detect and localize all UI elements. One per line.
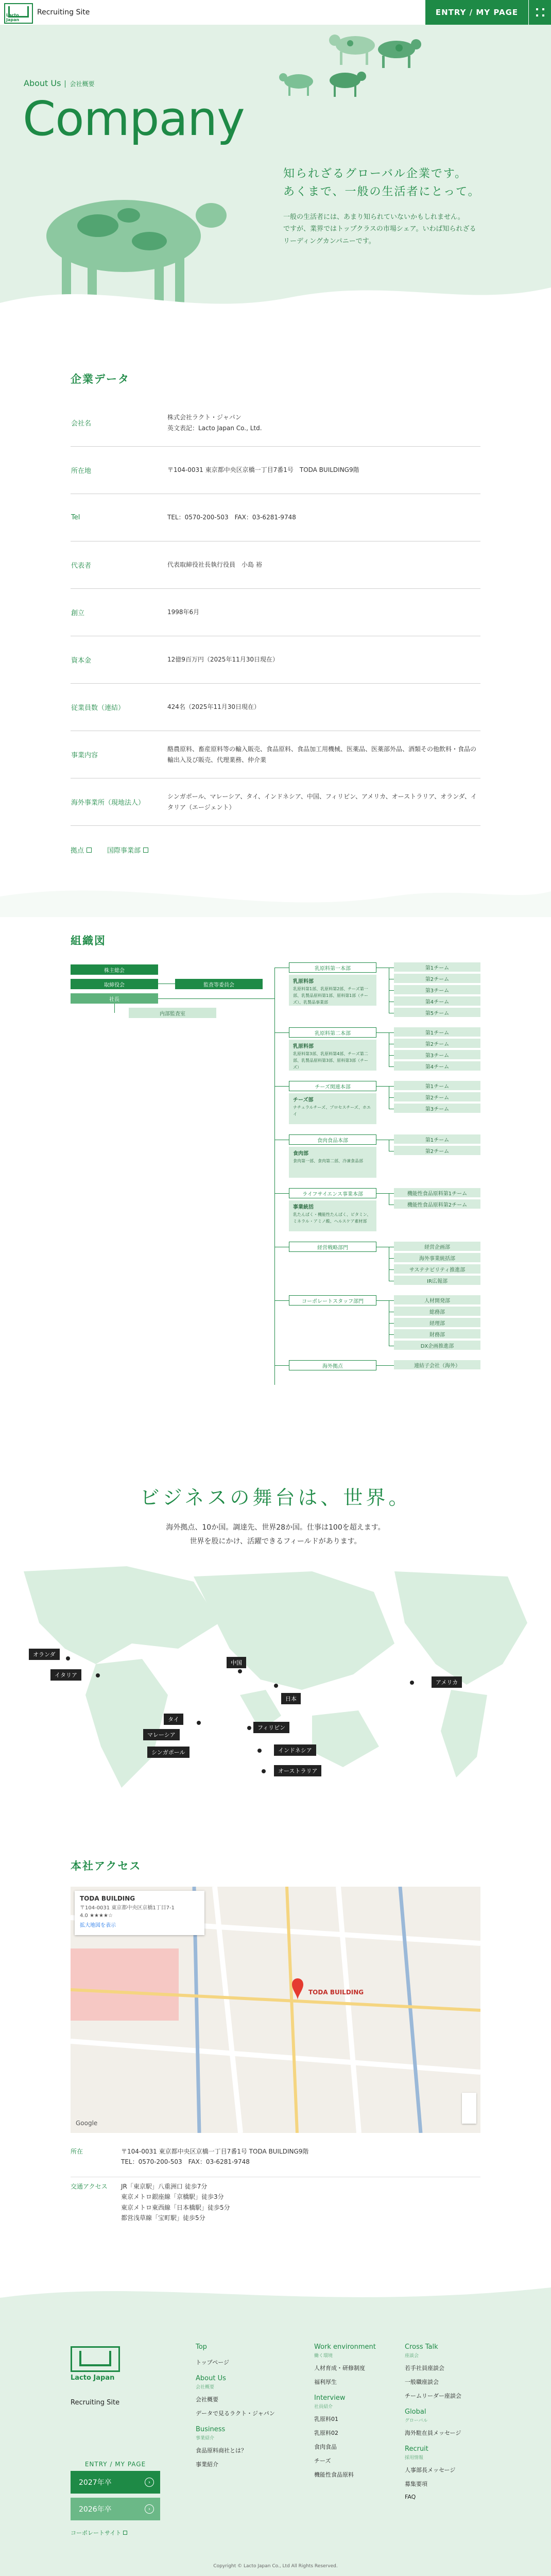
org-division-detail-body: 食肉第一部、食肉第二部、冷凍食品部 — [293, 1159, 363, 1163]
org-team: 第3チーム — [394, 1050, 480, 1059]
map-place-name: TODA BUILDING — [80, 1895, 135, 1902]
map-pin-icon — [274, 1684, 278, 1688]
address-row — [71, 2142, 480, 2177]
transit-value — [121, 2181, 230, 2224]
footer-logo-inner — [79, 2351, 111, 2366]
footer-nav-group — [196, 2426, 275, 2468]
org-connector — [376, 1032, 389, 1033]
site-footer — [0, 2302, 551, 2576]
location-philippines: フィリピン — [253, 1722, 289, 1733]
org-connector — [389, 1193, 394, 1194]
footer-nav-link[interactable]: 事業紹介 — [196, 2461, 218, 2468]
location-china: 中国 — [227, 1657, 246, 1668]
breadcrumb — [24, 78, 94, 88]
transit-row — [71, 2177, 480, 2233]
org-division-detail-head: チーズ部 — [293, 1097, 314, 1103]
company-data-row — [71, 399, 480, 447]
access-details — [71, 2142, 480, 2232]
org-connector — [389, 1066, 394, 1067]
location-italy: イタリア — [50, 1669, 81, 1681]
company-data-label: 従業員数（連結） — [71, 704, 125, 712]
intl-division-link-label: 国際事業部 — [107, 847, 141, 855]
footer-nav-subheading: 働く環境 — [314, 2353, 333, 2359]
org-team: 第3チーム — [394, 985, 480, 994]
section-divider-wave — [0, 876, 551, 917]
footer-nav-link[interactable]: 海外駐在員メッセージ — [405, 2430, 461, 2436]
footer-nav-group — [196, 2375, 275, 2417]
corporate-site-label: コーポレートサイト — [71, 2530, 122, 2536]
location-indonesia: インドネシア — [274, 1744, 316, 1756]
org-team: 連結子会社（海外） — [394, 1360, 480, 1369]
breadcrumb-jp: 会社概要 — [70, 80, 95, 88]
transit-line: 東京メトロ銀座線「京橋駅」徒歩3分 — [121, 2193, 224, 2201]
footer-nav-subheading: 事業紹介 — [196, 2436, 215, 2441]
site-name[interactable]: Recruiting Site — [37, 8, 90, 16]
company-data-value — [167, 465, 480, 475]
footer-nav-group — [314, 2394, 376, 2479]
menu-button[interactable] — [528, 0, 551, 25]
corporate-site-link[interactable] — [71, 2529, 127, 2537]
org-connector — [376, 1193, 389, 1194]
footer-nav-group — [405, 2445, 461, 2500]
footer-nav-link[interactable]: データで見るラクト・ジャパン — [196, 2410, 275, 2417]
org-team: 総務部 — [394, 1307, 480, 1316]
transit-label: 交通アクセス — [71, 2182, 108, 2190]
org-division-detail-body: ナチュラルチーズ、プロセスチーズ、ホエイ — [293, 1105, 371, 1116]
footer-nav-heading[interactable]: Interview — [314, 2394, 346, 2402]
company-data-value-line: 12億9百万円（2025年11月30日現在） — [167, 656, 279, 664]
org-team: 第1チーム — [394, 1027, 480, 1037]
address-label: 所在 — [71, 2148, 83, 2155]
company-data-value — [167, 702, 480, 712]
footer-nav-col-1 — [196, 2343, 275, 2477]
company-data-label: 創立 — [71, 609, 85, 617]
org-division: コーポレートスタッフ部門 — [289, 1295, 376, 1306]
org-division-detail-head: 乳原料部 — [293, 979, 314, 985]
org-connector — [389, 990, 394, 991]
company-data-label: 会社名 — [71, 420, 92, 428]
hero-lead — [283, 165, 480, 201]
org-connector — [389, 1334, 394, 1335]
footer-nav-col-3 — [405, 2343, 461, 2509]
company-data-value-line: シンガポール、マレーシア、タイ、インドネシア、中国、フィリピン、アメリカ、オーストラリア、オランダ、イタリア（エージェント） — [167, 793, 477, 811]
company-data-value — [167, 791, 480, 812]
footer-nav-group — [196, 2343, 275, 2366]
world-map — [24, 1561, 527, 1819]
bases-link-label: 拠点 — [71, 847, 84, 855]
org-team: 財務部 — [394, 1329, 480, 1338]
org-connector — [376, 1086, 389, 1087]
company-data-value — [167, 654, 480, 665]
company-data-row — [71, 447, 480, 494]
location-malaysia: マレーシア — [143, 1729, 180, 1740]
access-title: 本社アクセス — [71, 1860, 142, 1872]
org-connector — [376, 1365, 389, 1366]
footer-logo-text: Lacto Japan — [71, 2374, 115, 2382]
map-rating: 4.0 ★★★★☆ — [80, 1913, 113, 1919]
org-node-top: 取締役会 — [71, 979, 158, 989]
org-division-detail-body: 乳たんぱく・機能性たんぱく、ビタミン、ミネラル・アミノ酸、ヘルスケア素材部 — [293, 1212, 371, 1224]
company-data-value-line: TEL：0570-200-503 FAX：03-6281-9748 — [167, 514, 296, 521]
org-connector — [389, 1258, 394, 1259]
org-division-detail — [289, 975, 376, 1006]
org-connector — [389, 1323, 394, 1324]
world-title: ビジネスの舞台は、世界。 — [140, 1486, 411, 1509]
footer-nav-link[interactable]: 福利厚生 — [314, 2379, 337, 2385]
company-data-value — [167, 744, 480, 765]
footer-nav-link[interactable]: 乳原料02 — [314, 2430, 338, 2436]
map-enlarge-link[interactable]: 拡大地図を表示 — [80, 1923, 116, 1928]
footer-nav-link[interactable]: チームリーダー座談会 — [405, 2393, 461, 2399]
org-team: 第1チーム — [394, 1134, 480, 1144]
menu-dot-icon — [542, 8, 544, 10]
company-data-value — [167, 412, 480, 433]
footer-nav-link[interactable]: 人事部長メッセージ — [405, 2467, 456, 2473]
map-pin-icon — [238, 1669, 242, 1673]
external-link-icon — [87, 848, 92, 853]
org-team: 機能性食品原料第1チーム — [394, 1188, 480, 1197]
org-connector — [274, 968, 275, 1385]
footer-nav-subheading: 座談会 — [405, 2353, 419, 2359]
org-division: 食肉食品本部 — [289, 1134, 376, 1145]
org-connector — [274, 1365, 289, 1366]
footer-nav-link[interactable]: トップページ — [196, 2359, 230, 2366]
company-data-row — [71, 731, 480, 778]
site-header — [0, 0, 551, 25]
world-subtitle-line: 世界を股にかけ、活躍できるフィールドがあります。 — [190, 1537, 361, 1546]
footer-nav-heading[interactable]: Top — [196, 2343, 207, 2351]
company-data-value-line: 1998年6月 — [167, 608, 200, 616]
org-connector — [389, 1055, 394, 1056]
footer-entry-label: ENTRY / MY PAGE — [84, 2461, 146, 2468]
org-team: 人材開発部 — [394, 1295, 480, 1304]
org-node-top: 社長 — [71, 993, 158, 1004]
hero-body-line: リーディングカンパニーです。 — [283, 237, 375, 245]
company-data-value — [167, 607, 480, 617]
company-data-title: 企業データ — [71, 373, 130, 385]
org-connector — [274, 1032, 289, 1033]
footer-nav-link[interactable]: チーズ — [314, 2458, 331, 2464]
company-data-row — [71, 778, 480, 826]
menu-dot-icon — [536, 8, 538, 10]
org-division-detail — [289, 1040, 376, 1071]
footer-nav-spacer — [196, 2352, 275, 2353]
footer-nav-group — [314, 2343, 376, 2386]
map-pin-icon — [247, 1726, 251, 1730]
company-data-value-line: 424名（2025年11月30日現在） — [167, 703, 260, 711]
world-subtitle-line: 海外拠点、10か国。調達先、世界28か国。仕事は100を超えます。 — [166, 1523, 385, 1532]
entry-mypage-button[interactable]: ENTRY / MY PAGE — [425, 0, 528, 25]
org-node-top: 監査等委員会 — [175, 979, 263, 989]
footer-nav-link[interactable]: 若手社員座談会 — [405, 2365, 444, 2371]
map-info-card — [75, 1891, 204, 1935]
org-division-detail-body: 乳原料第3部、乳原料第4部、チーズ第二部、乳製品原料第3部、原料第3部（チーズ） — [293, 1052, 369, 1070]
org-division: ライフサイエンス事業本部 — [289, 1188, 376, 1198]
org-team: DX企画推進部 — [394, 1341, 480, 1350]
org-connector — [158, 998, 274, 999]
menu-dot-icon — [536, 14, 538, 16]
footer-nav-subheading: 会社概要 — [196, 2385, 215, 2390]
footer-nav-heading[interactable]: Cross Talk — [405, 2343, 438, 2351]
address-line: 〒104-0031 東京都中央区京橋一丁目7番1号 TODA BUILDING9階 — [121, 2148, 309, 2155]
arrow-right-icon: › — [145, 2504, 154, 2514]
org-connector — [389, 1032, 394, 1033]
org-chart — [0, 958, 551, 1417]
company-data-label: 資本金 — [71, 657, 92, 665]
footer-nav-col-2 — [314, 2343, 376, 2487]
arrow-right-icon: › — [145, 2478, 154, 2487]
company-data-value — [167, 560, 480, 570]
location-australia: オーストラリア — [274, 1765, 321, 1776]
org-chart-title: 組織図 — [71, 935, 106, 947]
company-data-label: 代表者 — [71, 562, 92, 570]
company-logo[interactable] — [4, 3, 33, 24]
org-team: 第1チーム — [394, 1081, 480, 1090]
company-data-value-line: 英文表記：Lacto Japan Co., Ltd. — [167, 424, 262, 432]
footer-nav-subheading: グローバル — [405, 2418, 428, 2424]
company-links — [71, 845, 148, 855]
company-data-value — [167, 512, 480, 522]
footer-nav-link[interactable]: FAQ — [405, 2494, 416, 2500]
org-division: 海外拠点 — [289, 1360, 376, 1370]
company-data-label: 所在地 — [71, 467, 92, 475]
footer-nav-link[interactable]: 乳原料01 — [314, 2416, 338, 2422]
map-pin-icon — [410, 1681, 414, 1685]
footer-nav-group — [405, 2408, 461, 2437]
company-data-value-line: 代表取締役社長執行役員 小島 裕 — [167, 561, 262, 569]
company-data-value-line: 株式会社ラクト・ジャパン — [167, 414, 242, 421]
map-pin-icon — [197, 1721, 201, 1725]
org-node-top: 内部監査室 — [129, 1008, 216, 1018]
org-connector — [389, 1300, 394, 1301]
map-credit: Google — [76, 2120, 98, 2127]
footer-nav-link[interactable]: 一般職座談会 — [405, 2379, 439, 2385]
footer-nav-link[interactable]: 会社概要 — [196, 2396, 218, 2403]
company-data-label: Tel — [71, 514, 80, 521]
org-team: 経理部 — [394, 1318, 480, 1327]
map-pin-icon — [262, 1769, 266, 1773]
map-pin-icon — [257, 1749, 262, 1753]
org-team: 第4チーム — [394, 996, 480, 1006]
footer-nav-link[interactable]: 食品原料商社とは？ — [196, 2447, 247, 2454]
transit-line: 都営浅草線「宝町駅」徒歩5分 — [121, 2214, 205, 2222]
footer-logo[interactable] — [71, 2346, 120, 2387]
copyright: Copyright © Lacto Japan Co., Ltd All Rights Reserved. — [213, 2564, 338, 2569]
org-division-detail-head: 乳原料部 — [293, 1044, 314, 1049]
breadcrumb-en[interactable]: About Us — [24, 78, 61, 88]
external-link-icon — [143, 848, 148, 853]
company-data-value-line: 〒104-0031 東京都中央区京橋一丁目7番1号 TODA BUILDING9階 — [167, 466, 359, 474]
footer-nav-subheading: 採用情報 — [405, 2455, 424, 2461]
footer-nav-link[interactable]: 食肉食品 — [314, 2444, 337, 2450]
external-link-icon — [123, 2531, 127, 2535]
org-connector — [389, 1269, 394, 1270]
org-connector — [274, 1193, 289, 1194]
bases-link[interactable] — [71, 845, 92, 855]
org-team: IR広報部 — [394, 1276, 480, 1285]
org-connector — [274, 1300, 289, 1301]
entry-2026-label: 2026年卒 — [79, 2505, 112, 2514]
org-division-detail — [289, 1093, 376, 1124]
org-division-detail — [289, 1200, 376, 1231]
entry-2026-button[interactable] — [71, 2498, 160, 2520]
org-node-top: 株主総会 — [71, 964, 158, 975]
org-team: 第2チーム — [394, 974, 480, 983]
company-data-row — [71, 636, 480, 684]
page-title: Company — [23, 91, 245, 146]
org-team: 第1チーム — [394, 962, 480, 972]
map-pin-icon — [66, 1656, 70, 1660]
footer-site-name: Recruiting Site — [71, 2399, 120, 2406]
hero-body — [283, 211, 520, 247]
org-connector — [376, 1300, 389, 1301]
hero-section — [0, 25, 551, 313]
org-team: 海外事業統括部 — [394, 1253, 480, 1262]
org-division: 経営戦略部門 — [289, 1242, 376, 1252]
world-subtitle — [0, 1521, 551, 1548]
intl-division-link[interactable] — [107, 845, 148, 855]
map-zoom-control[interactable] — [462, 2093, 476, 2124]
org-team: 機能性食品原料第2チーム — [394, 1199, 480, 1209]
location-netherlands: オランダ — [29, 1649, 60, 1660]
footer-nav-heading[interactable]: Business — [196, 2426, 226, 2433]
footer-nav-link[interactable]: 募集要項 — [405, 2481, 427, 2487]
org-division-detail-body: 乳原料第1部、乳原料第2部、チーズ第一部、乳製品原料第1部、原料第1部（チーズ）、乳製品事業部 — [293, 987, 369, 1005]
address-value — [121, 2146, 308, 2167]
google-map[interactable] — [71, 1887, 480, 2133]
org-division-detail-head: 食肉部 — [293, 1151, 308, 1157]
hero-lead-line: 知られざるグローバル企業です。 — [283, 167, 468, 180]
org-division: 乳原料第一本部 — [289, 962, 376, 973]
world-map-graphic — [24, 1561, 527, 1819]
company-data-row — [71, 589, 480, 636]
footer-nav-group — [405, 2343, 461, 2400]
org-team: 経営企画部 — [394, 1242, 480, 1251]
org-team: 第3チーム — [394, 1104, 480, 1113]
footer-logo-mark — [71, 2346, 120, 2372]
company-data-table — [71, 399, 480, 826]
transit-line: 東京メトロ東西線「日本橋駅」徒歩5分 — [121, 2204, 230, 2211]
company-data-value-line: 酪農原料、畜産原料等の輸入販売、食品原料、食品加工用機械、医薬品、医薬部外品、酒類その他飲料・食品の輸出入及び販売、代理業務、仲介業 — [167, 745, 477, 764]
org-team: 第2チーム — [394, 1146, 480, 1155]
footer-nav-subheading: 社員紹介 — [314, 2404, 333, 2410]
org-team: サステナビリティ推進部 — [394, 1264, 480, 1274]
org-team: 第5チーム — [394, 1008, 480, 1017]
entry-2027-button[interactable] — [71, 2471, 160, 2494]
location-thailand: タイ — [164, 1714, 183, 1725]
map-marker-label: TODA BUILDING — [308, 1989, 364, 1996]
org-team: 第2チーム — [394, 1039, 480, 1048]
location-japan: 日本 — [281, 1693, 301, 1704]
location-usa: アメリカ — [432, 1676, 462, 1688]
cows-illustration-middle — [268, 56, 391, 112]
footer-nav-heading[interactable]: Recruit — [405, 2445, 428, 2453]
org-connector — [274, 1086, 289, 1087]
org-division: 乳原料第二本部 — [289, 1027, 376, 1038]
org-connector — [389, 1365, 394, 1366]
org-division-detail — [289, 1147, 376, 1178]
hero-body-line: 一般の生活者には、あまり知られていないかもしれません。 — [283, 213, 464, 221]
org-division: チーズ関連本部 — [289, 1081, 376, 1091]
hero-lead-line: あくまで、一般の生活者にとって。 — [283, 185, 480, 199]
org-division-detail-head: 事業統括 — [293, 1205, 314, 1210]
logo-text: Lacto Japan — [6, 13, 20, 22]
transit-line: JR「東京駅」八重洲口 徒歩7分 — [121, 2182, 208, 2190]
org-connector — [389, 1086, 394, 1087]
org-team: 第4チーム — [394, 1061, 480, 1071]
company-data-label: 海外事業所（現地法人） — [71, 799, 145, 807]
org-connector — [389, 1097, 394, 1098]
org-connector — [114, 1004, 115, 1013]
company-data-row — [71, 541, 480, 589]
entry-2027-label: 2027年卒 — [79, 2479, 112, 2487]
map-place-address: 〒104-0031 東京都中央区京橋1丁目7-1 — [80, 1905, 175, 1911]
footer-nav-heading[interactable]: About Us — [196, 2375, 226, 2382]
company-data-row — [71, 494, 480, 541]
footer-nav-link[interactable]: 機能性食品原料 — [314, 2471, 354, 2478]
address-line: TEL：0570-200-503 FAX：03-6281-9748 — [121, 2158, 250, 2166]
location-singapore: シンガポール — [147, 1747, 190, 1758]
hero-wave — [0, 272, 551, 313]
company-data-label: 事業内容 — [71, 752, 98, 759]
footer-nav-heading[interactable]: Work environment — [314, 2343, 376, 2351]
menu-dot-icon — [542, 14, 544, 16]
hero-body-line: ですが、業界ではトップクラスの市場シェア。いわば知られざる — [283, 225, 476, 233]
footer-nav-heading[interactable]: Global — [405, 2408, 426, 2416]
org-team: 第2チーム — [394, 1092, 480, 1101]
map-pin-icon — [96, 1673, 100, 1677]
footer-nav-link[interactable]: 人材育成・研修制度 — [314, 2365, 365, 2371]
company-data-row — [71, 684, 480, 731]
